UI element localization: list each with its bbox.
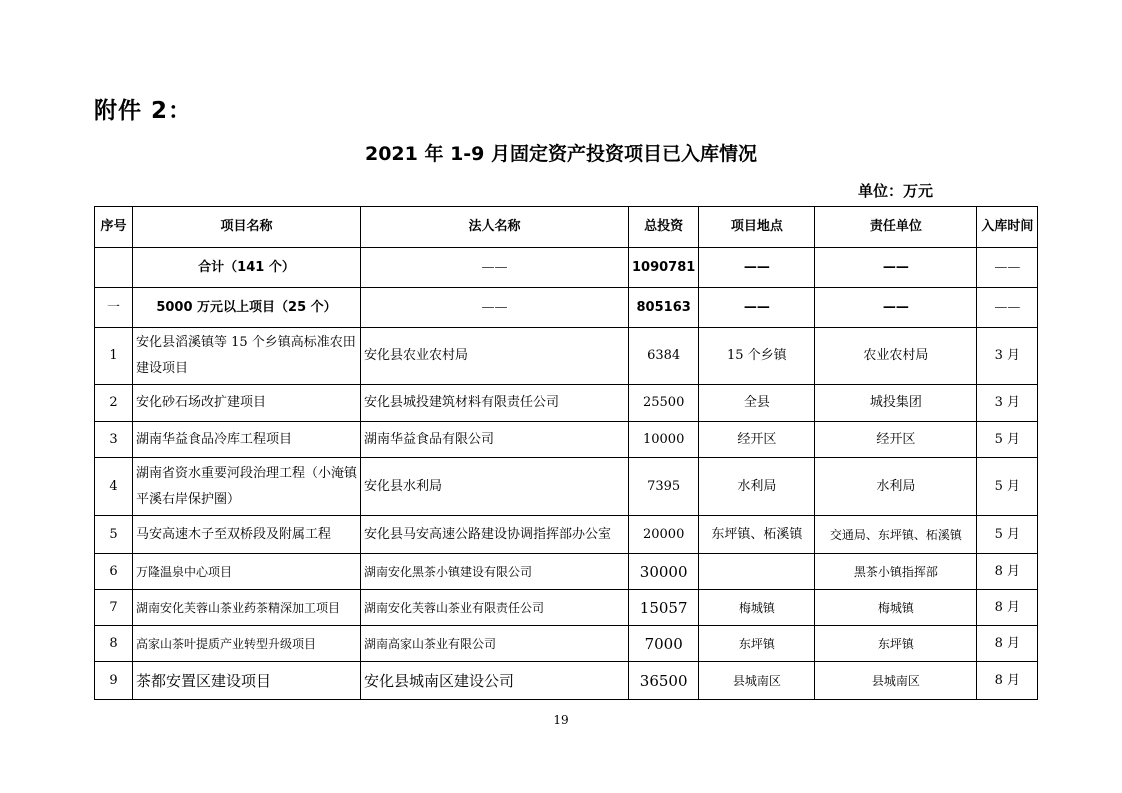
cell: 水利局 bbox=[699, 458, 815, 516]
cell: 6384 bbox=[629, 328, 699, 385]
cell bbox=[95, 248, 133, 288]
table-row bbox=[95, 516, 1038, 554]
cell: 5 bbox=[95, 516, 133, 554]
cell: 15057 bbox=[629, 590, 699, 626]
cell: 8 月 bbox=[977, 662, 1038, 700]
cell: 农业农村局 bbox=[815, 328, 977, 385]
cell: 黑茶小镇指挥部 bbox=[815, 554, 977, 590]
cell: 7395 bbox=[629, 458, 699, 516]
cell: 6 bbox=[95, 554, 133, 590]
cell: —— bbox=[977, 288, 1038, 328]
cell: 东坪镇、柘溪镇 bbox=[699, 516, 815, 554]
cell: 30000 bbox=[629, 554, 699, 590]
cell: 1 bbox=[95, 328, 133, 385]
cell: 安化县滔溪镇等 15 个乡镇高标准农田建设项目 bbox=[133, 328, 361, 385]
cell: 湖南华益食品有限公司 bbox=[361, 422, 629, 458]
cell: 交通局、东坪镇、柘溪镇 bbox=[815, 516, 977, 554]
cell: 8 月 bbox=[977, 554, 1038, 590]
cell: 20000 bbox=[629, 516, 699, 554]
table-row bbox=[95, 554, 1038, 590]
table-row bbox=[95, 385, 1038, 422]
cell: 湖南华益食品冷库工程项目 bbox=[133, 422, 361, 458]
cell: —— bbox=[977, 248, 1038, 288]
cell: 茶都安置区建设项目 bbox=[133, 662, 361, 700]
cell: 5 月 bbox=[977, 422, 1038, 458]
cell: 湖南安化芙蓉山茶业有限责任公司 bbox=[361, 590, 629, 626]
cell: —— bbox=[361, 288, 629, 328]
table-row bbox=[95, 626, 1038, 662]
cell: 8 bbox=[95, 626, 133, 662]
cell: 湖南省资水重要河段治理工程（小淹镇平溪右岸保护圈） bbox=[133, 458, 361, 516]
cell: 15 个乡镇 bbox=[699, 328, 815, 385]
cell: 9 bbox=[95, 662, 133, 700]
document-title: 2021 年 1-9 月固定资产投资项目已入库情况 bbox=[364, 143, 758, 165]
cell: 安化砂石场改扩建项目 bbox=[133, 385, 361, 422]
cell: 3 月 bbox=[977, 328, 1038, 385]
attachment-label: 附件 2： bbox=[94, 98, 193, 124]
cell: 安化县水利局 bbox=[361, 458, 629, 516]
cell: 水利局 bbox=[815, 458, 977, 516]
cell: 5000 万元以上项目（25 个） bbox=[133, 288, 361, 328]
cell: 湖南安化黑茶小镇建设有限公司 bbox=[361, 554, 629, 590]
cell: —— bbox=[699, 248, 815, 288]
cell: —— bbox=[361, 248, 629, 288]
cell: 高家山茶叶提质产业转型升级项目 bbox=[133, 626, 361, 662]
table-row bbox=[95, 422, 1038, 458]
table-row bbox=[95, 328, 1038, 385]
header-location: 项目地点 bbox=[699, 207, 815, 248]
page-number: 19 bbox=[553, 713, 569, 727]
header-total-investment: 总投资 bbox=[629, 207, 699, 248]
cell: 合计（141 个） bbox=[133, 248, 361, 288]
table-header-row bbox=[95, 207, 1038, 248]
cell: —— bbox=[815, 248, 977, 288]
cell: 2 bbox=[95, 385, 133, 422]
header-seq: 序号 bbox=[95, 207, 133, 248]
cell: 36500 bbox=[629, 662, 699, 700]
cell: 7000 bbox=[629, 626, 699, 662]
cell: —— bbox=[815, 288, 977, 328]
cell: 5 月 bbox=[977, 458, 1038, 516]
cell: —— bbox=[699, 288, 815, 328]
cell: 3 bbox=[95, 422, 133, 458]
header-responsible-unit: 责任单位 bbox=[815, 207, 977, 248]
project-table bbox=[94, 206, 1038, 700]
cell: 1090781 bbox=[629, 248, 699, 288]
cell: 全县 bbox=[699, 385, 815, 422]
cell: 3 月 bbox=[977, 385, 1038, 422]
cell: 梅城镇 bbox=[699, 590, 815, 626]
cell: 805163 bbox=[629, 288, 699, 328]
cell: 湖南高家山茶业有限公司 bbox=[361, 626, 629, 662]
unit-label: 单位：万元 bbox=[858, 182, 934, 200]
cell: 4 bbox=[95, 458, 133, 516]
cell: 5 月 bbox=[977, 516, 1038, 554]
cell: 一 bbox=[95, 288, 133, 328]
cell: 8 月 bbox=[977, 590, 1038, 626]
table-row bbox=[95, 662, 1038, 700]
table-row bbox=[95, 590, 1038, 626]
cell: 马安高速木子至双桥段及附属工程 bbox=[133, 516, 361, 554]
cell: 县城南区 bbox=[699, 662, 815, 700]
cell: 安化县城南区建设公司 bbox=[361, 662, 629, 700]
cell: 县城南区 bbox=[815, 662, 977, 700]
cell bbox=[699, 554, 815, 590]
cell: 东坪镇 bbox=[815, 626, 977, 662]
header-legal-entity: 法人名称 bbox=[361, 207, 629, 248]
total-row bbox=[95, 248, 1038, 288]
cell: 东坪镇 bbox=[699, 626, 815, 662]
cell: 安化县城投建筑材料有限责任公司 bbox=[361, 385, 629, 422]
table-row bbox=[95, 458, 1038, 516]
cell: 8 月 bbox=[977, 626, 1038, 662]
cell: 7 bbox=[95, 590, 133, 626]
header-project-name: 项目名称 bbox=[133, 207, 361, 248]
cell: 经开区 bbox=[699, 422, 815, 458]
cell: 25500 bbox=[629, 385, 699, 422]
cell: 湖南安化芙蓉山茶业药茶精深加工项目 bbox=[133, 590, 361, 626]
cell: 安化县马安高速公路建设协调指挥部办公室 bbox=[361, 516, 629, 554]
cell: 10000 bbox=[629, 422, 699, 458]
header-entry-time: 入库时间 bbox=[977, 207, 1038, 248]
cell: 万隆温泉中心项目 bbox=[133, 554, 361, 590]
cell: 安化县农业农村局 bbox=[361, 328, 629, 385]
section-row bbox=[95, 288, 1038, 328]
cell: 梅城镇 bbox=[815, 590, 977, 626]
cell: 经开区 bbox=[815, 422, 977, 458]
cell: 城投集团 bbox=[815, 385, 977, 422]
